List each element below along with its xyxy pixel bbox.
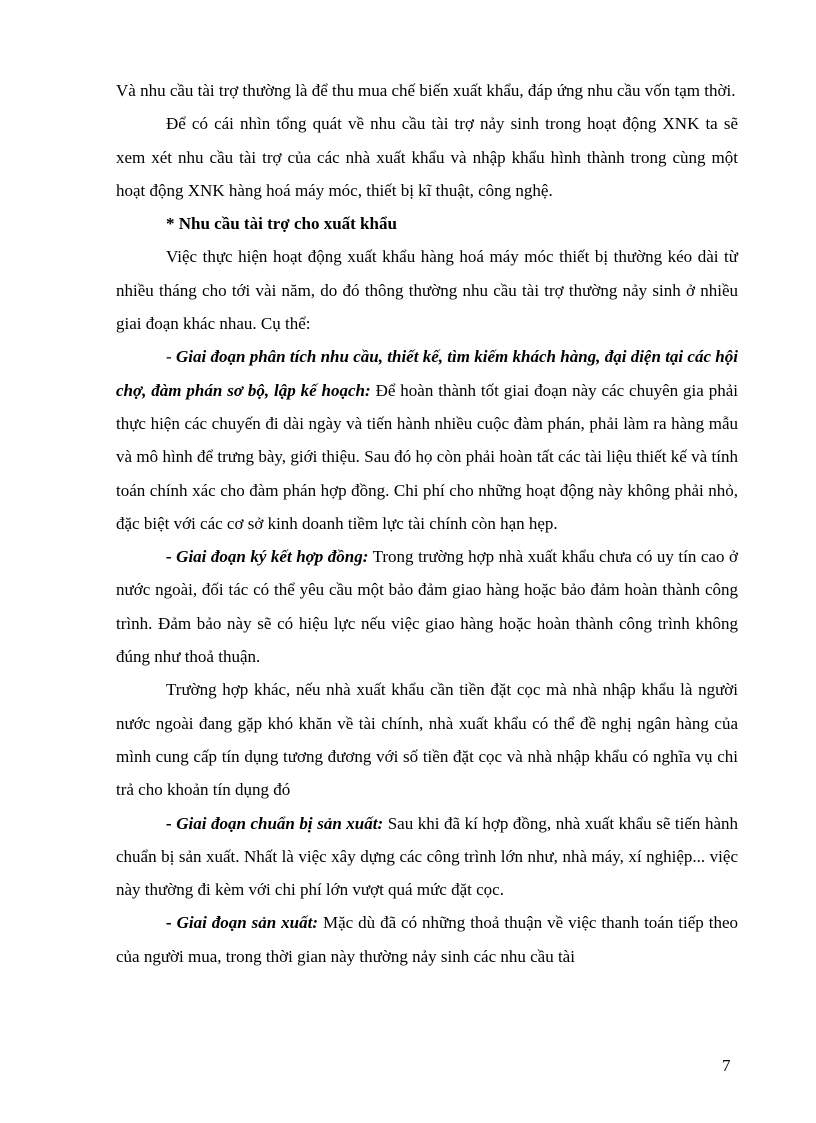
paragraph-3: Việc thực hiện hoạt động xuất khẩu hàng hoá máy móc thiết bị thường kéo dài từ nhiều tháng cho tới vài năm, do đó thông thường nhu cầu tài trợ thường nảy sinh ở nhiều giai đoạn khác nhau. Cụ thể: (116, 247, 738, 334)
document-body (116, 74, 738, 973)
stage-production-title: - Giai đoạn sản xuất: (166, 913, 319, 933)
stage-production-text: Mặc dù đã có những thoả thuận về việc thanh toán tiếp theo của người mua, trong thời gian này thường nảy sinh các nhu cầu tài (116, 913, 738, 966)
stage-preparation-title: - Giai đoạn chuẩn bị sản xuất: (166, 813, 384, 833)
stage-contract-text: Trong trường hợp nhà xuất khẩu chưa có uy tín cao ở nước ngoài, đối tác có thể yêu cầu một bảo đảm giao hàng hoặc bảo đảm hoàn thành công trình. Đảm bảo này sẽ có hiệu lực nếu việc giao hàng hoặc hoàn thành công trình không đúng như thoả thuận. (116, 547, 738, 667)
dash-lead: - (166, 347, 176, 367)
paragraph-stage-production (116, 906, 738, 973)
paragraph-1: Và nhu cầu tài trợ thường là để thu mua chế biến xuất khẩu, đáp ứng nhu cầu vốn tạm thời. (116, 81, 736, 100)
paragraph-deposit: Trường hợp khác, nếu nhà xuất khẩu cần tiền đặt cọc mà nhà nhập khẩu là người nước ngoài đang gặp khó khăn về tài chính, nhà xuất khẩu có thể đề nghị ngân hàng của mình cung cấp tín dụng tương đương với số tiền đặt cọc và nhà nhập khẩu có nghĩa vụ chi trả cho khoản tín dụng đó (116, 680, 738, 800)
stage-preparation-text: Sau khi đã kí hợp đồng, nhà xuất khẩu sẽ tiến hành chuẩn bị sản xuất. Nhất là việc xây dựng các công trình lớn như, nhà máy, xí nghiệp... việc này thường đi kèm với chi phí lớn vượt quá mức đặt cọc. (116, 813, 738, 900)
paragraph-2: Để có cái nhìn tổng quát về nhu cầu tài trợ nảy sinh trong hoạt động XNK ta sẽ xem xét nhu cầu tài trợ của các nhà xuất khẩu và nhập khẩu hình thành trong cùng một hoạt động XNK hàng hoá máy móc, thiết bị kĩ thuật, công nghệ. (116, 114, 738, 200)
stage-contract-title: - Giai đoạn ký kết hợp đồng: (166, 547, 369, 567)
stage-analysis-text: Để hoàn thành tốt giai đoạn này các chuyên gia phải thực hiện các chuyến đi dài ngày và tiến hành nhiều cuộc đàm phán, phải làm ra hàng mẫu và mô hình để trưng bày, giới thiệu. Sau đó họ còn phải hoàn tất các tài liệu thiết kế và tính toán chính xác cho đàm phán hợp đồng. Chi phí cho những hoạt động này không phải nhỏ, đặc biệt với các cơ sở kinh doanh tiềm lực tài chính còn hạn hẹp. (116, 380, 738, 533)
paragraph-stage-analysis (116, 340, 738, 540)
page-number: 7 (722, 1056, 731, 1075)
paragraph-stage-preparation (116, 807, 738, 907)
stage-analysis-title: Giai đoạn phân tích nhu cầu, thiết kế, tìm kiếm khách hàng, đại diện tại các hội chợ, đàm phán sơ bộ, lập kế hoạch: (116, 347, 738, 400)
section-heading-export-financing: * Nhu cầu tài trợ cho xuất khẩu (166, 214, 397, 234)
paragraph-stage-contract (116, 540, 738, 673)
